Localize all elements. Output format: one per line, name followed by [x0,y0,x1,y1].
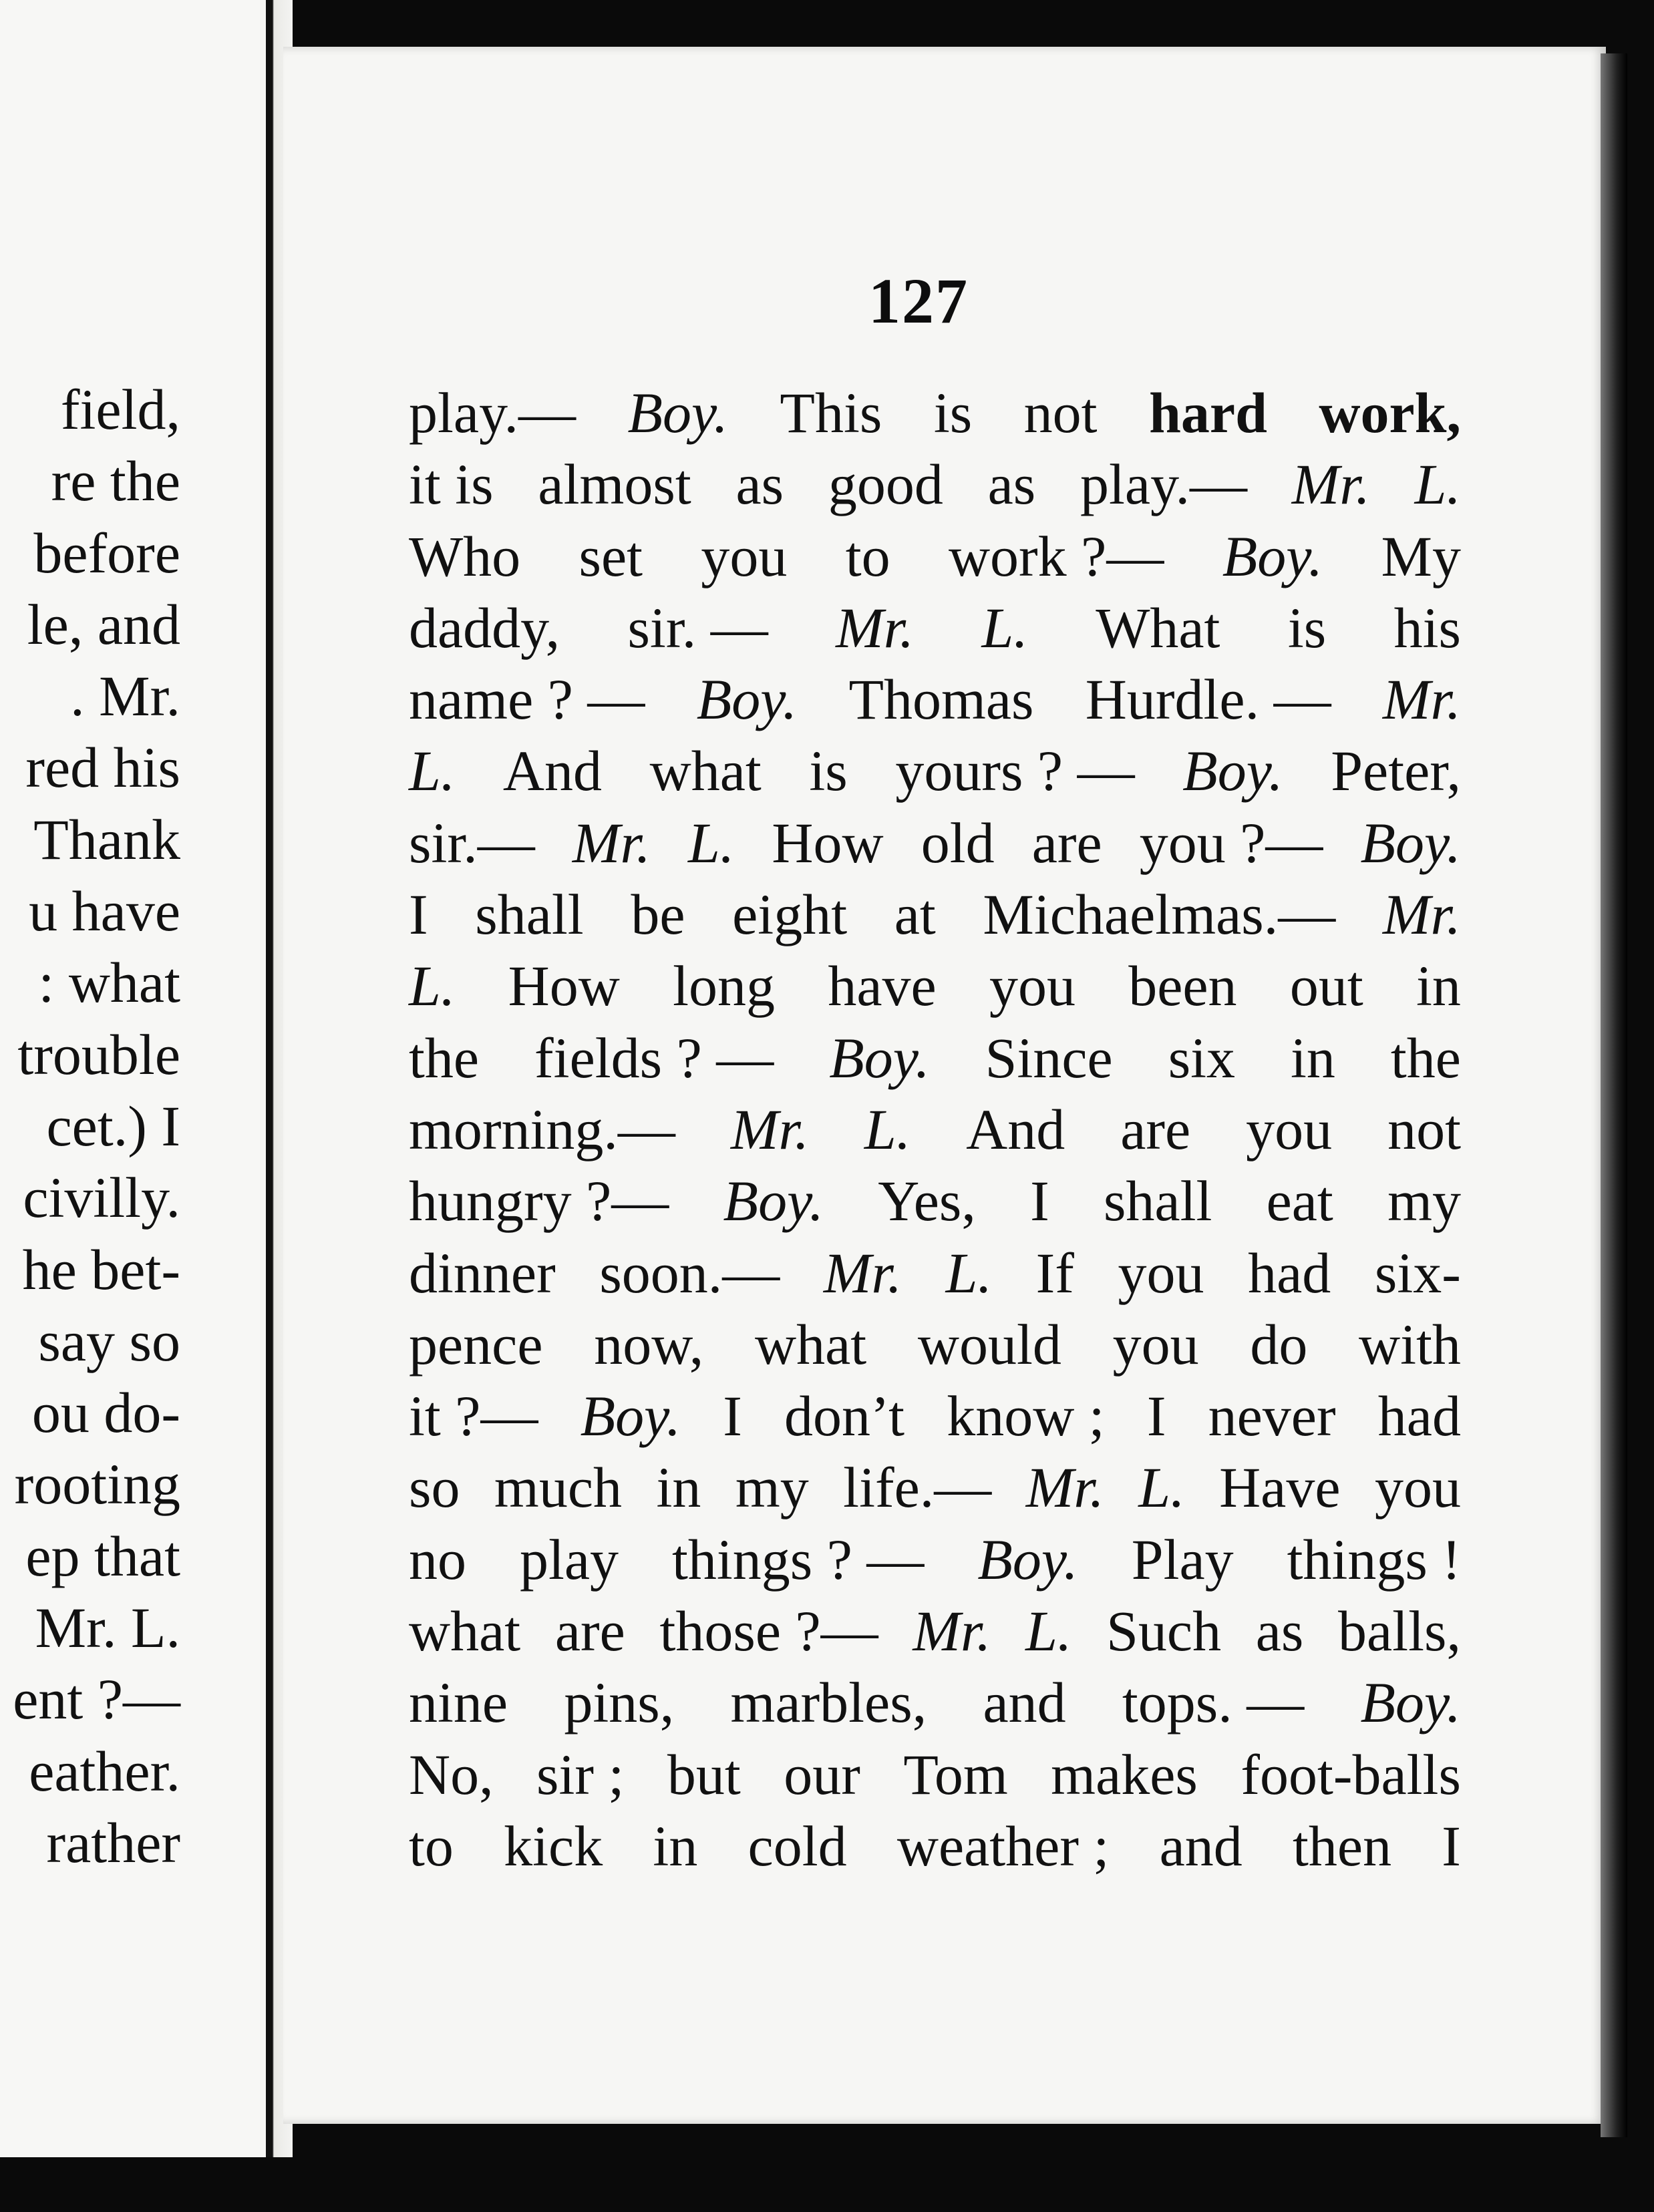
word: And [966,1097,1065,1161]
word: play.— [409,381,576,445]
word: you ?— [1139,810,1323,875]
word: things ! [1287,1527,1461,1592]
left-page-line: rather [46,1810,180,1875]
word: you [701,524,788,588]
word: No, [409,1742,494,1807]
word: eight [732,882,848,947]
word: six [1168,1025,1236,1090]
word: at [894,882,936,947]
word: I [409,882,428,947]
text-line [409,1309,1461,1380]
text-line [409,592,1461,664]
word: what [649,739,762,803]
word: you [989,954,1076,1019]
word: the [1390,1025,1461,1090]
word: it is [409,452,494,517]
word: it ?— [409,1384,538,1449]
word: what [754,1312,867,1376]
word: This [780,381,882,445]
word: what [409,1599,521,1664]
word: I [1442,1813,1461,1878]
word: you [1118,1240,1204,1305]
word: work, [1319,381,1461,445]
word: out [1289,954,1363,1019]
speaker-label: L. [688,810,735,875]
left-page-line: rooting [14,1452,180,1517]
word: Since [985,1025,1113,1090]
word: know ; [947,1384,1105,1449]
word: sir.— [409,810,535,875]
speaker-label: Mr. [1382,882,1461,947]
word: with [1359,1312,1461,1376]
word: How [772,810,884,875]
word: Who [409,524,521,588]
left-page-line: ep that [25,1523,180,1588]
word: not [1023,381,1098,445]
speaker-label: L. [981,595,1028,660]
word: don’t [784,1384,905,1449]
word: Michaelmas.— [983,882,1336,947]
word: then [1293,1813,1392,1878]
word: hungry ?— [409,1169,669,1234]
word: now, [594,1312,704,1376]
word: name ? — [409,667,645,732]
word: How [508,954,620,1019]
word: as [1255,1599,1304,1664]
word: daddy, [409,595,560,660]
text-line [409,377,1461,449]
word: you [1246,1097,1333,1161]
word: to [409,1813,454,1878]
text-line [409,1165,1461,1237]
word: And [502,739,603,803]
word: are [554,1599,625,1664]
text-line [409,1524,1461,1596]
left-page-line: re the [51,449,180,514]
word: I [1030,1169,1049,1234]
word: sir ; [536,1742,625,1807]
word: are [1120,1097,1191,1161]
word: soon.— [599,1240,780,1305]
word: Peter, [1331,739,1461,803]
word: nine [409,1670,508,1735]
text-line [409,1452,1461,1523]
left-page-line: eather. [29,1738,180,1803]
word: been [1128,954,1237,1019]
text-line [409,1811,1461,1882]
word: to [845,524,890,588]
word: dinner [409,1240,556,1305]
word: pence [409,1312,543,1376]
word: those ?— [659,1599,878,1664]
word: in [1291,1025,1335,1090]
word: shall [1103,1169,1212,1234]
word: Play [1131,1527,1234,1592]
word: weather ; [896,1813,1110,1878]
word: tops. — [1122,1670,1305,1735]
word: pins, [564,1670,675,1735]
speaker-label: Mr. [730,1097,809,1161]
speaker-label: L. [945,1240,992,1305]
speaker-label: Mr. [823,1240,902,1305]
word: my [1387,1169,1461,1234]
word: you [1374,1455,1461,1520]
word: work ?— [948,524,1164,588]
speaker-label: Mr. [1382,667,1461,732]
speaker-label: Boy. [1222,524,1323,588]
speaker-label: Boy. [580,1384,681,1449]
word: hard [1149,381,1267,445]
speaker-label: Boy. [829,1025,930,1090]
word: is [1287,595,1327,660]
word: things ? — [671,1527,925,1592]
left-page-line: Mr. L. [35,1596,180,1660]
word: in [656,1455,701,1520]
text-line [409,1023,1461,1094]
word: If [1035,1240,1074,1305]
word: Tom [903,1742,1008,1807]
word: Hurdle. — [1085,667,1331,732]
left-page-line: Thank [33,807,180,872]
word: yours ? — [895,739,1135,803]
word: but [667,1742,741,1807]
speaker-label: Mr. [1025,1455,1104,1520]
left-page-line: trouble [17,1022,180,1087]
text-line [409,449,1461,520]
word: had [1377,1384,1461,1449]
text-line [409,1739,1461,1811]
speaker-label: Boy. [1360,1670,1461,1735]
word: as [735,452,784,517]
left-page-line: before [33,520,180,585]
word: kick [504,1813,603,1878]
word: as [987,452,1036,517]
text-line [409,950,1461,1022]
word: no [409,1527,466,1592]
word: are [1031,810,1102,875]
page-body-text [409,377,1461,1882]
word: Thomas [848,667,1034,732]
word: shall [475,882,584,947]
speaker-label: Mr. [1291,452,1370,517]
word: is [933,381,973,445]
speaker-label: Boy. [723,1169,824,1234]
left-facing-page [0,0,269,2157]
speaker-label: Boy. [696,667,798,732]
text-line [409,1380,1461,1452]
speaker-label: L. [1138,1455,1185,1520]
speaker-label: Mr. [913,1599,991,1664]
left-page-line: he bet- [22,1237,180,1302]
text-line [409,521,1461,592]
word: good [828,452,943,517]
word: play [519,1527,619,1592]
word: have [828,954,937,1019]
word: almost [538,452,691,517]
word: so [409,1455,460,1520]
word: play.— [1080,452,1247,517]
word: our [784,1742,860,1807]
text-line [409,664,1461,735]
word: I [1146,1384,1166,1449]
speaker-label: Mr. [836,595,915,660]
text-line [409,735,1461,807]
text-line [409,1094,1461,1165]
left-page-line: say so [38,1308,180,1373]
word: old [921,810,995,875]
word: his [1393,595,1461,660]
word: in [653,1813,698,1878]
word: makes [1051,1742,1198,1807]
word: be [631,882,685,947]
word: and [1159,1813,1243,1878]
word: you [1112,1312,1199,1376]
word: my [735,1455,809,1520]
word: morning.— [409,1097,675,1161]
word: would [917,1312,1061,1376]
left-page-line: ent ?— [13,1667,180,1732]
word: foot-balls [1240,1742,1461,1807]
left-page-line: field, [60,377,180,441]
speaker-label: Boy. [1182,739,1283,803]
left-page-line: ou do- [31,1380,180,1445]
word: marbles, [730,1670,927,1735]
word: I [723,1384,742,1449]
left-page-line: civilly. [23,1165,180,1230]
left-page-line: . Mr. [70,664,180,729]
word: is [809,739,848,803]
word: sir. — [627,595,768,660]
text-line [409,1667,1461,1738]
page-number: 127 [868,265,969,337]
text-line [409,807,1461,879]
word: much [494,1455,622,1520]
word: balls, [1338,1599,1461,1664]
speaker-label: Boy. [1360,810,1461,875]
word: had [1248,1240,1331,1305]
page-edge-shadow [1601,53,1627,2137]
word: long [673,954,776,1019]
word: fields ? — [534,1025,774,1090]
left-page-line: : what [38,950,180,1015]
left-page-line: u have [29,879,180,944]
word: in [1416,954,1461,1019]
word: life.— [843,1455,992,1520]
speaker-label: L. [409,739,456,803]
word: the [409,1025,480,1090]
word: Have [1219,1455,1341,1520]
left-page-line: cet.) I [46,1093,180,1158]
speaker-label: Mr. [572,810,651,875]
left-page-text-fragments [13,374,180,1879]
text-line [409,1238,1461,1309]
speaker-label: Boy. [627,381,728,445]
word: do [1250,1312,1308,1376]
speaker-label: L. [1414,452,1461,517]
word: eat [1266,1169,1333,1234]
speaker-label: L. [409,954,456,1019]
speaker-label: L. [1025,1599,1072,1664]
word: and [983,1670,1066,1735]
speaker-label: Boy. [977,1527,1078,1592]
word: What [1096,595,1220,660]
word: Yes, [878,1169,976,1234]
text-line [409,879,1461,950]
word: My [1381,524,1461,588]
word: cold [748,1813,847,1878]
word: set [578,524,643,588]
left-page-line: le, and [27,592,180,657]
word: Such [1106,1599,1222,1664]
text-line [409,1596,1461,1667]
word: six- [1374,1240,1461,1305]
left-page-line: red his [25,735,180,800]
word: never [1208,1384,1336,1449]
speaker-label: L. [864,1097,911,1161]
word: not [1387,1097,1461,1161]
